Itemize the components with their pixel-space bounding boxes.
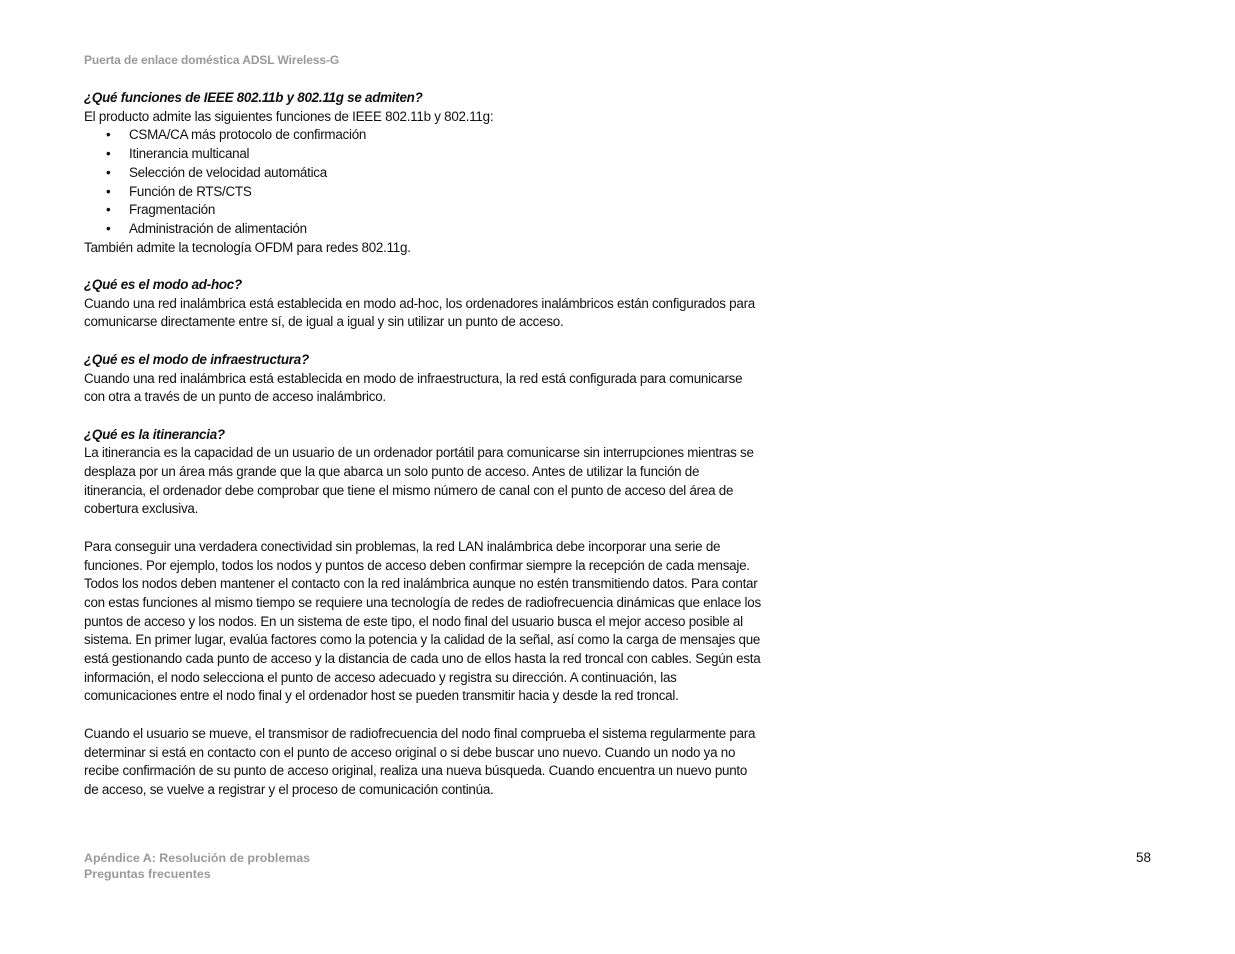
list-item-text: Fragmentación: [129, 202, 216, 218]
bullet-icon: •: [106, 164, 111, 180]
bullet-icon: •: [106, 146, 111, 162]
list-item: [84, 183, 764, 202]
list-item: [84, 201, 764, 220]
list-item-text: Itinerancia multicanal: [129, 146, 250, 162]
bullet-icon: •: [106, 202, 111, 218]
page-footer: [84, 850, 310, 882]
features-list: [84, 126, 764, 238]
roaming-paragraph-1: La itinerancia es la capacidad de un usuario de un ordenador portátil para comunicarse sin interrupciones mientras se desplaza por un área más grande que la que abarca un solo punto de acceso. Antes de utilizar la función de itinerancia, el ordenador debe comprobar que tiene el mismo número de canal con el punto de acceso del área de cobertura exclusiva.: [84, 445, 754, 517]
features-intro: El producto admite las siguientes funciones de IEEE 802.11b y 802.11g:: [84, 108, 494, 124]
list-item-text: Función de RTS/CTS: [129, 183, 252, 199]
features-outro: También admite la tecnología OFDM para redes 802.11g.: [84, 239, 411, 255]
infrastructure-paragraph: Cuando una red inalámbrica está establecida en modo de infraestructura, la red está configurada para comunicarse con otra a través de un punto de acceso inalámbrico.: [84, 370, 743, 405]
bullet-icon: •: [106, 127, 111, 143]
running-header: Puerta de enlace doméstica ADSL Wireless-G: [84, 53, 340, 67]
list-item: [84, 220, 764, 239]
bullet-icon: •: [106, 220, 111, 236]
list-item: [84, 126, 764, 145]
roaming-paragraph-3: Cuando el usuario se mueve, el transmisor de radiofrecuencia del nodo final comprueba el sistema regularmente para determinar si está en contacto con el punto de acceso original o si debe buscar uno nuevo. Cuando un nodo ya no recibe confirmación de su punto de acceso original, realiza una nueva búsqueda. Cuando encuentra un nuevo punto de acceso, se vuelve a registrar y el proceso de comunicación continúa.: [84, 725, 756, 797]
question-heading-infrastructure: ¿Qué es el modo de infraestructura?: [84, 351, 309, 367]
list-item-text: CSMA/CA más protocolo de confirmación: [129, 127, 367, 143]
spacer: [84, 519, 764, 538]
page-number: 58: [1136, 850, 1151, 865]
page-body: [84, 89, 764, 800]
list-item-text: Administración de alimentación: [129, 220, 307, 236]
footer-chapter: Apéndice A: Resolución de problemas: [84, 851, 311, 865]
footer-section: Preguntas frecuentes: [84, 867, 211, 881]
spacer: [84, 706, 764, 725]
question-heading-features: ¿Qué funciones de IEEE 802.11b y 802.11g se admiten?: [84, 90, 423, 105]
adhoc-paragraph: Cuando una red inalámbrica está establecida en modo ad-hoc, los ordenadores inalámbricos están configurados para comunicarse directamente entre sí, de igual a igual y sin utilizar un punto de acceso.: [84, 295, 755, 330]
list-item: [84, 164, 764, 183]
roaming-paragraph-2: Para conseguir una verdadera conectividad sin problemas, la red LAN inalámbrica debe incorporar una serie de funciones. Por ejemplo, todos los nodos y puntos de acceso deben confirmar siempre la recepción de cada mensaje. Todos los nodos deben mantener el contacto con la red inalámbrica aunque no estén transmitiendo datos. Para contar con estas funciones al mismo tiempo se requiere una tecnología de redes de radiofrecuencia dinámicas que enlace los puntos de acceso y los nodos. En un sistema de este tipo, el nodo final del usuario busca el mejor acceso posible al sistema. En primer lugar, evalúa factores como la potencia y la calidad de la señal, así como la carga de mensajes que está gestionando cada punto de acceso y la distancia de cada uno de ellos hasta la red troncal con cables. Según esta información, el nodo selecciona el punto de acceso adecuado y registra su dirección. A continuación, las comunicaciones entre el nodo final y el ordenador host se pueden transmitir hacia y desde la red troncal.: [84, 538, 761, 704]
question-heading-adhoc: ¿Qué es el modo ad-hoc?: [84, 277, 242, 293]
list-item-text: Selección de velocidad automática: [129, 164, 327, 180]
spacer: [84, 407, 764, 426]
list-item: [84, 145, 764, 164]
spacer: [84, 332, 764, 351]
question-heading-roaming: ¿Qué es la itinerancia?: [84, 426, 225, 442]
spacer: [84, 257, 764, 276]
bullet-icon: •: [106, 183, 111, 199]
